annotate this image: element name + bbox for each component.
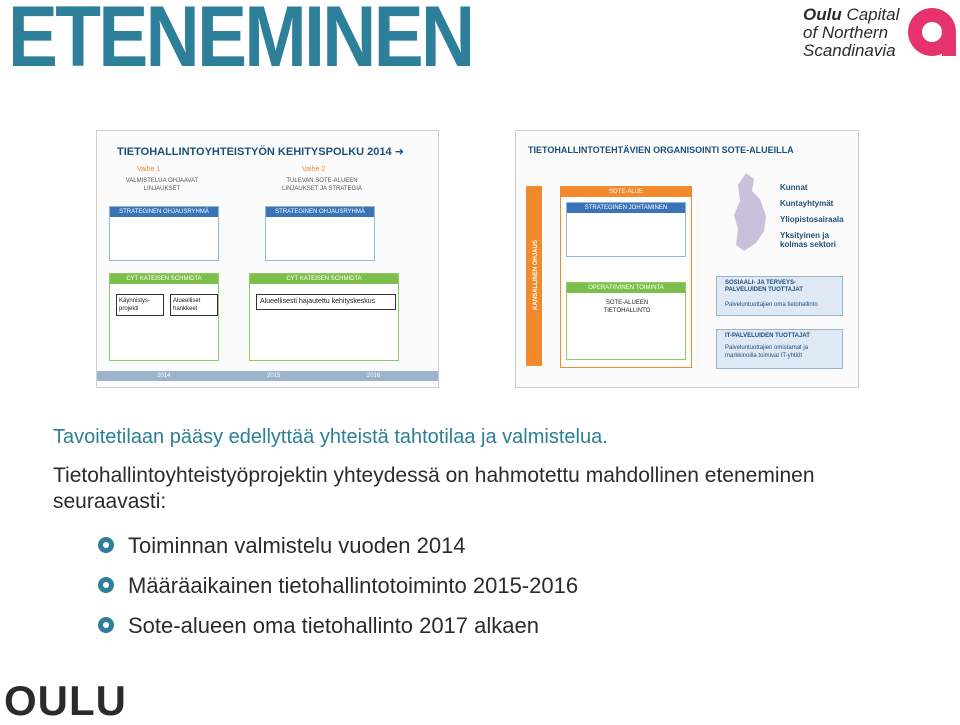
- legend-kunnat: Kunnat: [780, 183, 808, 192]
- provider2-title: IT-PALVELUIDEN TUOTTAJAT: [725, 333, 810, 339]
- phase1-label: Vaihe 1: [137, 166, 161, 173]
- brand-mark-icon: [906, 6, 958, 58]
- phase2-text: TULEVAN SOTE-ALUEEN LINJAUKSET JA STRATEGIA: [282, 178, 362, 192]
- development-center-box: Alueellisesti hajautettu kehityskeskus: [256, 294, 396, 310]
- list-item: [98, 572, 578, 612]
- legend-kuntayhtymat: Kuntayhtymät: [780, 199, 834, 208]
- brand-text: Oulu Capital of Northern Scandinavia: [803, 5, 900, 60]
- sote-area-bar: SOTE-ALUE: [561, 187, 691, 197]
- oulu-logo: OULU: [4, 677, 127, 724]
- strategic-mgmt-box: [566, 202, 686, 257]
- bullet-list: [98, 532, 578, 652]
- finland-map-icon: [726, 171, 786, 256]
- figure-right-title: TIETOHALLINTOTEHTÄVIEN ORGANISOINTI SOTE-ALUEILLA: [528, 145, 794, 155]
- phase1-text: VALMISTELUA OHJAAVAT LINJAUKSET: [125, 178, 199, 192]
- bullet-text: Sote-alueen oma tietohallinto 2017 alkaen: [128, 613, 539, 638]
- strategic-bar-1: STRATEGINEN OHJAUSRYHMÄ: [110, 207, 218, 217]
- list-item: [98, 532, 578, 572]
- provider1-title: SOSIAALI- JA TERVEYS-PALVELUIDEN TUOTTAJAT: [725, 280, 803, 293]
- legend-yliopistosairaala: Yliopistosairaala: [780, 215, 844, 224]
- phase2-label: Vaihe 2: [302, 166, 326, 173]
- operational-bar: OPERATIIVINEN TOIMINTA: [567, 283, 685, 293]
- provider1-text: Palveluntuottajien oma tietohallinto: [725, 302, 818, 308]
- provider-box-it: [716, 329, 843, 369]
- bullet-text: Toiminnan valmistelu vuoden 2014: [128, 533, 466, 558]
- sote-area-box: [560, 186, 692, 368]
- year-2015: 2015: [267, 373, 281, 379]
- slide-title: ETENEMINEN: [8, 0, 473, 85]
- figure-left-title: TIETOHALLINTOYHTEISTYÖN KEHITYSPOLKU 2014 ➜: [117, 146, 404, 158]
- ops-box-1: [109, 273, 219, 361]
- year-2016: 2016: [367, 373, 381, 379]
- provider-box-health: [716, 276, 843, 316]
- start-project-box: Käynnistys-projekti: [116, 294, 164, 316]
- bullet-icon: [98, 617, 114, 633]
- national-steering-label: KANSALLINEN OHJAUS: [533, 240, 539, 310]
- ops-bar-1: CYT KATEISEN SCHMIDTA: [110, 274, 218, 284]
- bullet-text: Määräaikainen tietohallintotoiminto 2015-2016: [128, 573, 579, 598]
- strategic-mgmt-bar: STRATEGINEN JOHTAMINEN: [567, 203, 685, 213]
- bullet-icon: [98, 537, 114, 553]
- bullet-icon: [98, 577, 114, 593]
- year-2014: 2014: [157, 373, 171, 379]
- brand-logo: [803, 6, 899, 60]
- figure-development-path: [96, 130, 439, 388]
- intro-line: Tavoitetilaan pääsy edellyttää yhteistä tahtotilaa ja valmistelua.: [53, 426, 608, 448]
- ops-bar-2: CYT KATEISEN SCHMIDTA: [250, 274, 398, 284]
- strategic-bar-2: STRATEGINEN OHJAUSRYHMÄ: [266, 207, 374, 217]
- strategic-box-2: [265, 206, 375, 261]
- intro-paragraph: Tietohallintoyhteistyöprojektin yhteydessä on hahmotettu mahdollinen eteneminen seuraavasti:: [53, 464, 815, 513]
- provider2-text: Palveluntuottajien omistamat ja markkinoilla toimivat IT-yhtiöt: [725, 345, 809, 359]
- figure-organisation: [515, 130, 859, 388]
- regional-projects-box: Alueelliset hankkeet: [170, 294, 218, 316]
- sote-it-label: SOTE-ALUEEN TIETOHALLINTO: [603, 300, 651, 314]
- operational-box: [566, 282, 686, 360]
- strategic-box-1: [109, 206, 219, 261]
- ops-box-2: [249, 273, 399, 361]
- legend-yksityinen: Yksityinen ja kolmas sektori: [780, 231, 837, 249]
- list-item: [98, 612, 578, 652]
